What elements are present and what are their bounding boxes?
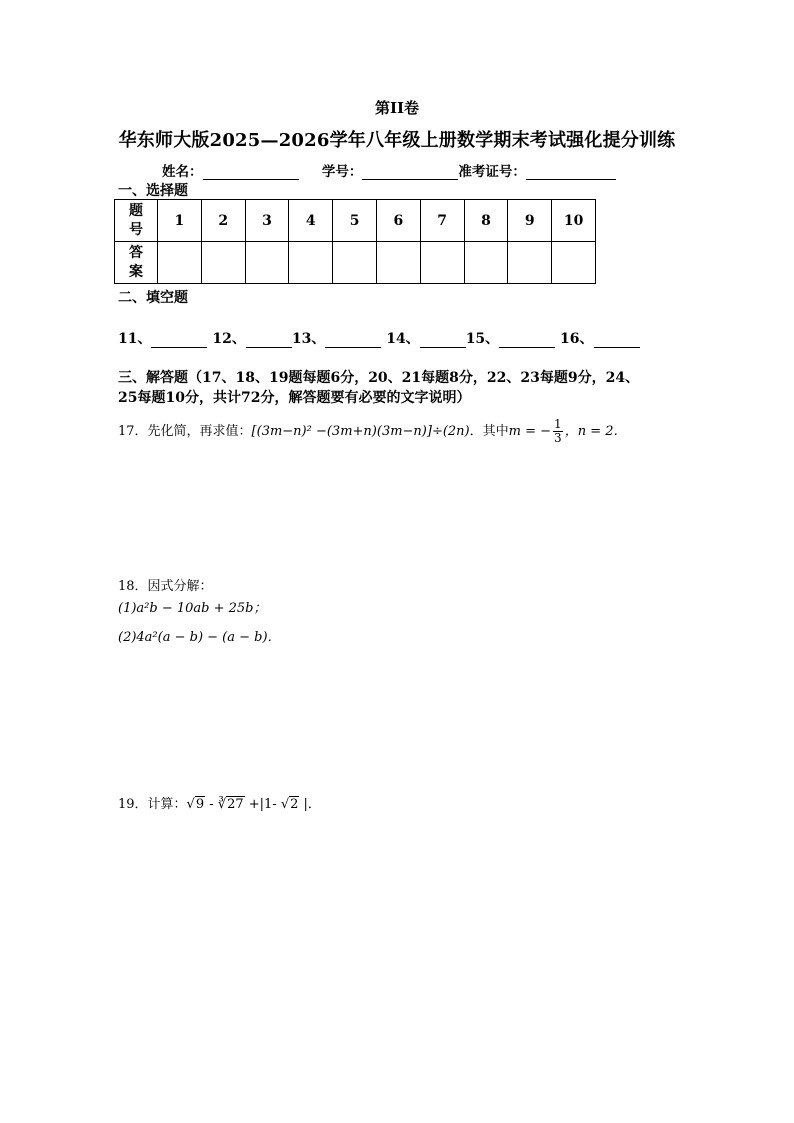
fill-blank[interactable] — [499, 334, 555, 348]
section3-heading: 三、解答题（17、18、19题每题6分，20、21每题8分，22、23每题9分，24、 — [118, 370, 640, 386]
question-number-cell: 1 — [158, 200, 202, 242]
fill-blank[interactable] — [594, 334, 640, 348]
q19-radicand-3: 2 — [290, 797, 299, 812]
question-number-cell: 2 — [201, 200, 245, 242]
q19-abs-close: |． — [299, 797, 321, 812]
fill-item-13: 13、 — [291, 331, 326, 347]
id-label: 学号： — [321, 164, 363, 180]
answer-cell[interactable] — [201, 242, 245, 284]
answer-cell[interactable] — [333, 242, 377, 284]
cube-root-icon: - ∛ — [205, 797, 227, 812]
answer-cell[interactable] — [376, 242, 420, 284]
q17-expression: [(3m−n)² −(3m+n)(3m−n)]÷(2n) — [251, 424, 470, 439]
answer-cell[interactable] — [158, 242, 202, 284]
fill-item-16: 16、 — [560, 331, 594, 347]
fill-blank[interactable] — [420, 334, 466, 348]
row-header-number: 题 号 — [115, 200, 158, 242]
question-number-cell: 7 — [420, 200, 464, 242]
fill-item-11: 11、 — [118, 331, 152, 347]
q17-condition: ．其中 — [469, 424, 509, 439]
question-number-cell: 6 — [376, 200, 420, 242]
fill-item-12: 12、 — [212, 331, 246, 347]
q19-radicand-1: 9 — [195, 797, 205, 812]
fill-item-15: 15、 — [465, 331, 500, 347]
section2-heading: 二、填空题 — [118, 290, 188, 306]
table-row-answers — [115, 242, 596, 284]
fill-blank[interactable] — [151, 334, 207, 348]
answer-cell[interactable] — [289, 242, 333, 284]
exam-blank[interactable] — [526, 165, 616, 180]
question-number-cell: 3 — [245, 200, 289, 242]
fill-item-14: 14、 — [386, 331, 420, 347]
one-third-fraction: $\frac{1}{3}$ — [554, 417, 562, 445]
answer-cell[interactable] — [508, 242, 552, 284]
question-number-cell: 9 — [508, 200, 552, 242]
exam-label: 准考证号： — [458, 164, 526, 180]
q19-radicand-2: 27 — [227, 797, 244, 812]
id-blank[interactable] — [362, 165, 458, 180]
q17-m-value: m = − — [508, 424, 552, 439]
question-18-part1: (1)a²b − 10ab + 25b； — [118, 601, 267, 616]
question-18-prefix: 18．因式分解： — [118, 579, 213, 594]
answer-cell[interactable] — [245, 242, 289, 284]
row-header-answer: 答 案 — [115, 242, 158, 284]
fill-blank[interactable] — [325, 334, 381, 348]
section1-heading: 一、选择题 — [118, 183, 188, 199]
fill-blank-line — [118, 328, 640, 348]
name-blank[interactable] — [203, 165, 299, 180]
question-number-cell: 8 — [464, 200, 508, 242]
name-label: 姓名： — [162, 164, 203, 180]
fill-blank[interactable] — [246, 334, 292, 348]
q17-prefix: 17．先化简，再求值： — [118, 424, 252, 439]
q19-prefix: 19．计算： — [118, 797, 187, 812]
question-number-cell: 5 — [333, 200, 377, 242]
question-17 — [118, 418, 627, 445]
table-row-numbers — [115, 200, 596, 242]
answer-table — [114, 199, 596, 284]
q19-abs-open: +|1- √ — [244, 797, 290, 812]
sqrt-icon: √ — [186, 797, 195, 812]
volume-label: 第II卷 — [374, 99, 420, 117]
answer-cell[interactable] — [420, 242, 464, 284]
question-19 — [118, 793, 321, 812]
page-title: 华东师大版2025—2026学年八年级上册数学期末考试强化提分训练 — [118, 130, 676, 151]
question-number-cell: 10 — [552, 200, 596, 242]
answer-cell[interactable] — [552, 242, 596, 284]
student-info-line — [162, 160, 616, 180]
section3-heading-cont: 25每题10分，共计72分，解答题要有必要的文字说明） — [118, 390, 471, 406]
question-18-part2: (2)4a²(a − b) − (a − b)． — [118, 630, 281, 645]
answer-cell[interactable] — [464, 242, 508, 284]
question-number-cell: 4 — [289, 200, 333, 242]
q17-n-value: ，n = 2． — [564, 424, 627, 439]
